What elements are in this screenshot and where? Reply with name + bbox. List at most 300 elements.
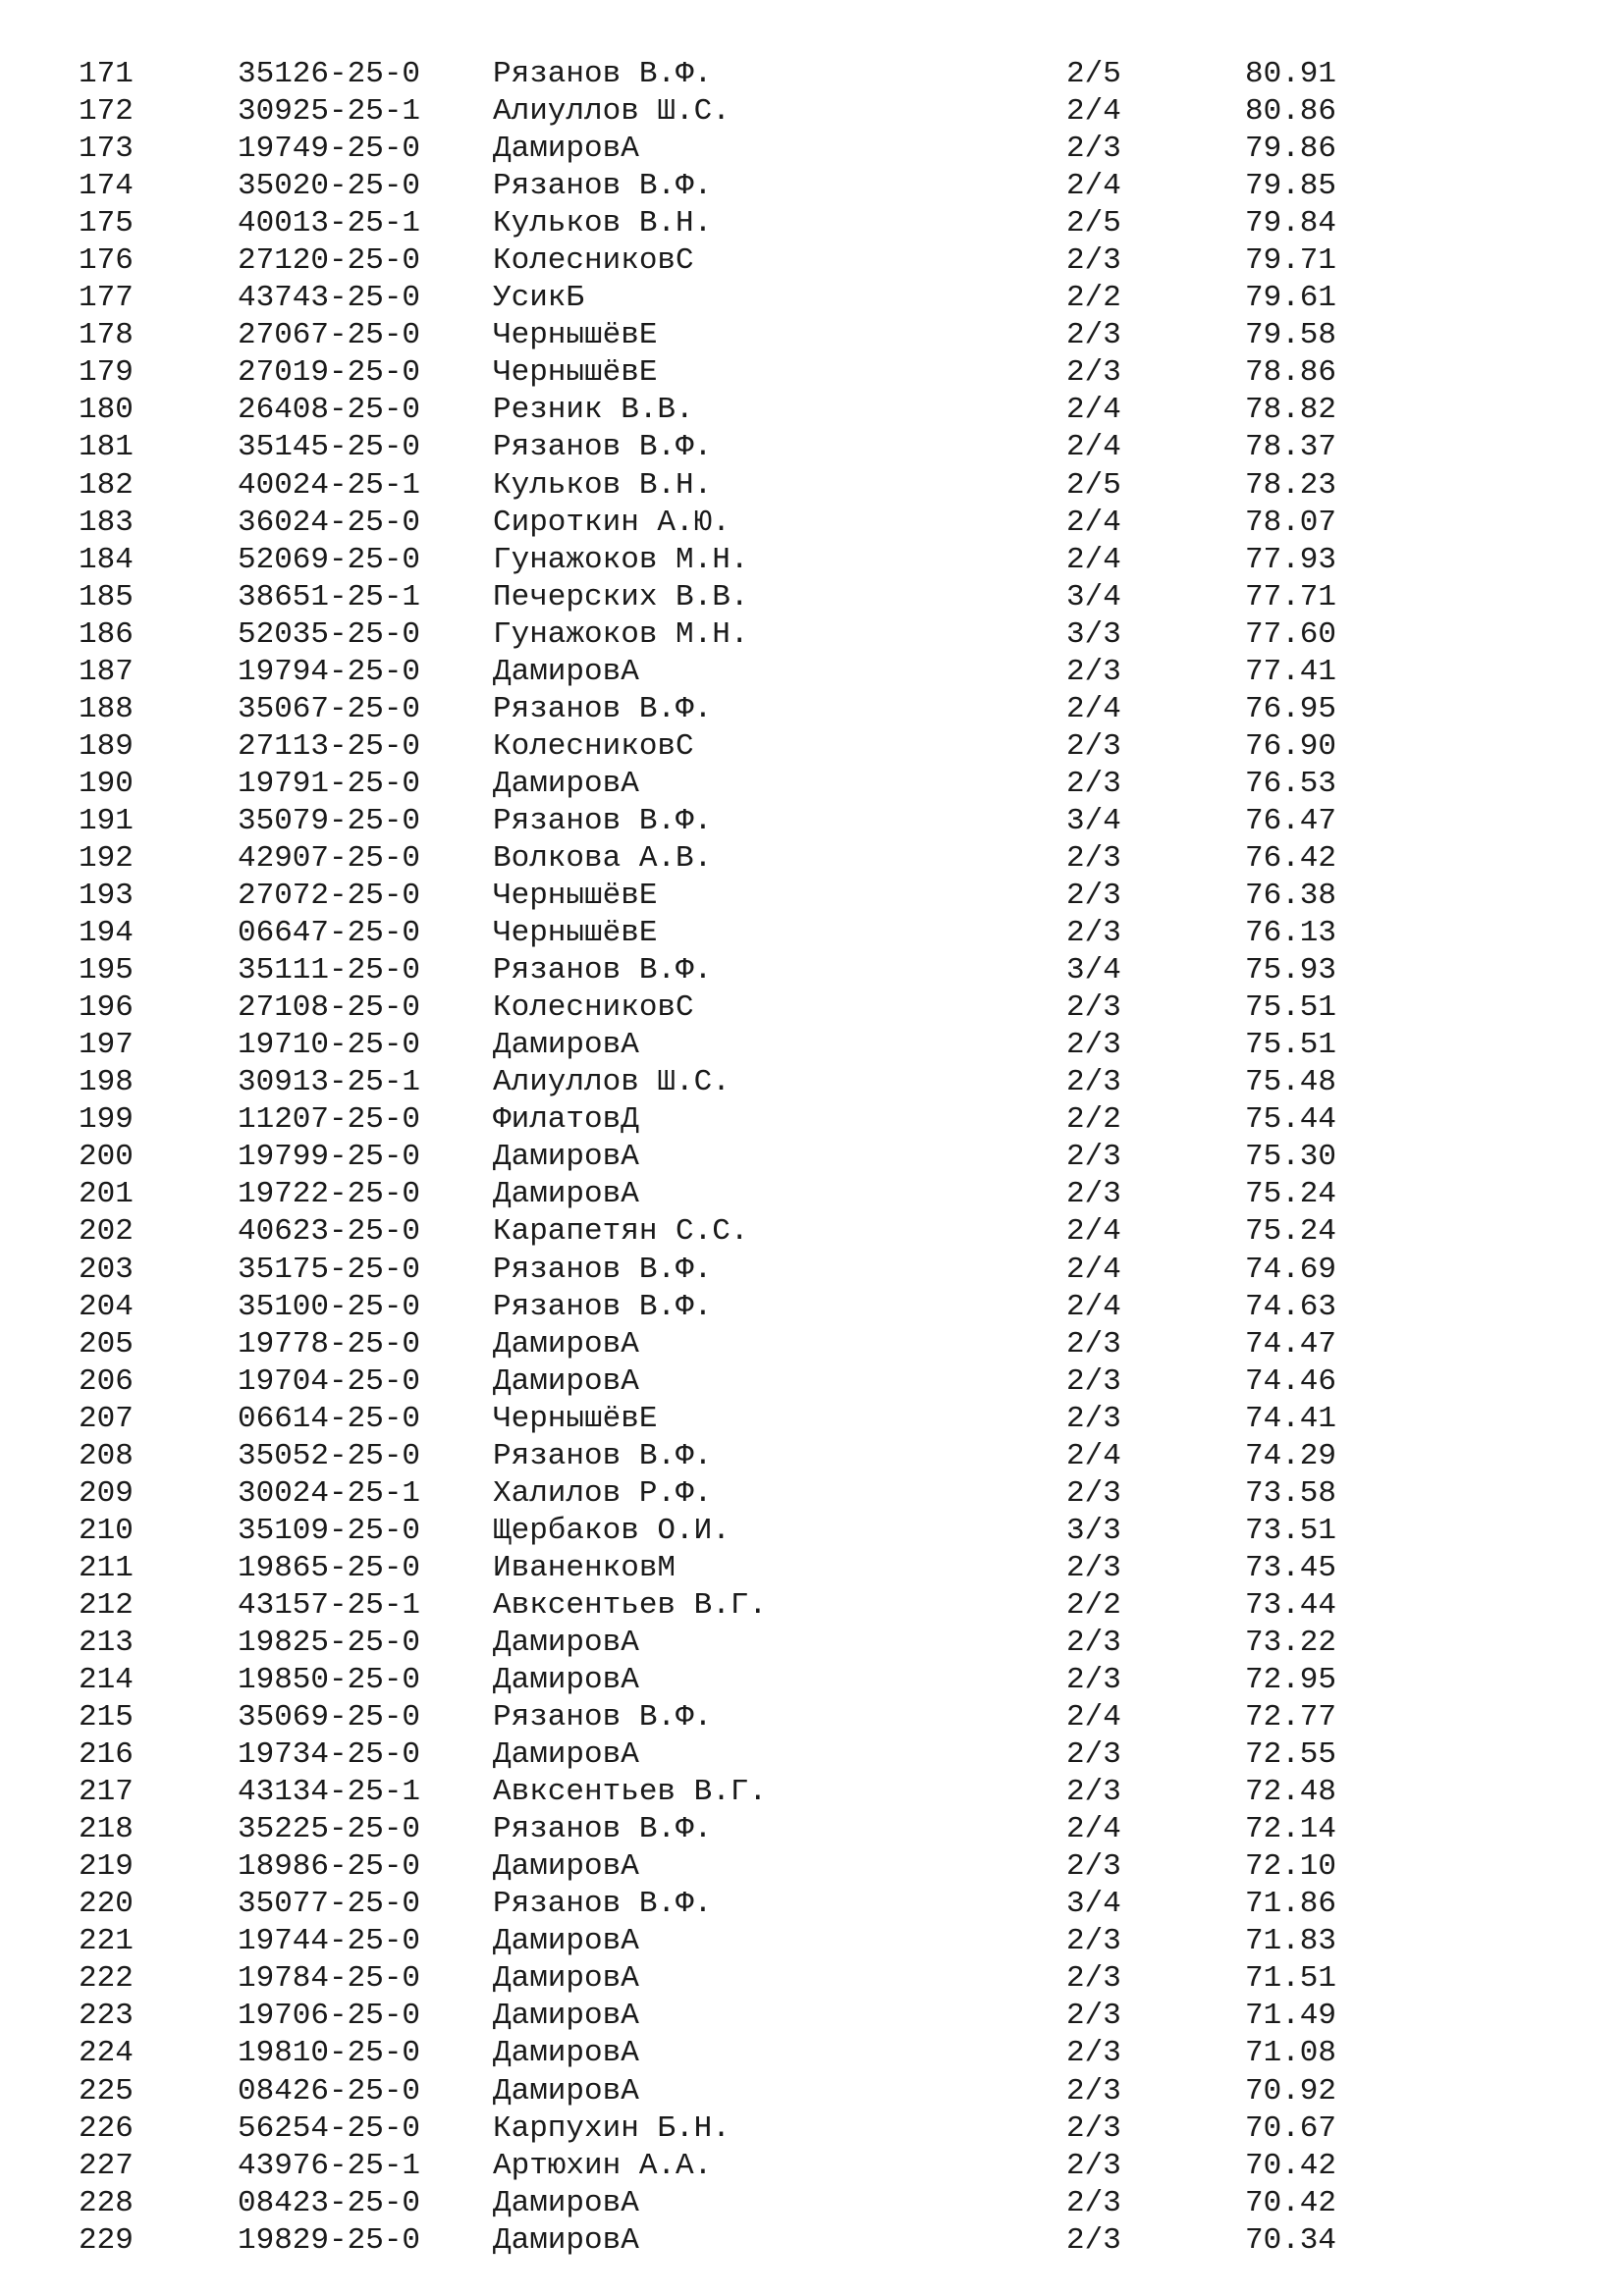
- entry-id-cell: 35175-25-0: [238, 1252, 421, 1287]
- rank-cell: 194: [79, 916, 134, 951]
- list-item: [0, 766, 1624, 803]
- rank-cell: 227: [79, 2148, 134, 2183]
- rank-cell: 229: [79, 2222, 134, 2258]
- score-cell: 75.24: [1245, 1177, 1337, 1212]
- rank-cell: 207: [79, 1401, 134, 1436]
- entry-id-cell: 35079-25-0: [238, 803, 421, 838]
- rank-cell: 176: [79, 243, 134, 279]
- name-cell: ДамировА: [493, 1363, 639, 1399]
- name-cell: ДамировА: [493, 1177, 639, 1212]
- entry-id-cell: 35225-25-0: [238, 1812, 421, 1847]
- score-cell: 71.83: [1245, 1924, 1337, 1959]
- rank-cell: 177: [79, 281, 134, 316]
- ratio-cell: 2/3: [1066, 766, 1121, 801]
- score-cell: 72.10: [1245, 1849, 1337, 1885]
- score-cell: 70.42: [1245, 2185, 1337, 2220]
- name-cell: ДамировА: [493, 2036, 639, 2071]
- name-cell: ФилатовД: [493, 1102, 639, 1138]
- entry-id-cell: 19865-25-0: [238, 1550, 421, 1585]
- list-item: [0, 317, 1624, 354]
- list-item: [0, 2073, 1624, 2110]
- rank-cell: 185: [79, 579, 134, 614]
- ratio-cell: 2/3: [1066, 1363, 1121, 1399]
- entry-id-cell: 40024-25-1: [238, 467, 421, 503]
- ratio-cell: 2/3: [1066, 355, 1121, 391]
- list-item: [0, 1513, 1624, 1550]
- rank-cell: 216: [79, 1737, 134, 1773]
- name-cell: Авксентьев В.Г.: [493, 1587, 768, 1623]
- score-cell: 74.47: [1245, 1326, 1337, 1362]
- name-cell: УсикБ: [493, 281, 585, 316]
- score-cell: 79.86: [1245, 132, 1337, 167]
- rank-cell: 213: [79, 1625, 134, 1660]
- rank-cell: 214: [79, 1663, 134, 1698]
- ratio-cell: 2/3: [1066, 1028, 1121, 1063]
- entry-id-cell: 35052-25-0: [238, 1438, 421, 1473]
- list-item: [0, 1960, 1624, 1998]
- name-cell: Гунажоков М.Н.: [493, 616, 749, 652]
- rank-cell: 178: [79, 318, 134, 353]
- name-cell: Печерских В.В.: [493, 579, 749, 614]
- rank-cell: 208: [79, 1438, 134, 1473]
- ratio-cell: 2/3: [1066, 1177, 1121, 1212]
- rank-cell: 187: [79, 654, 134, 689]
- entry-id-cell: 38651-25-1: [238, 579, 421, 614]
- entry-id-cell: 30024-25-1: [238, 1475, 421, 1511]
- name-cell: ДамировА: [493, 2073, 639, 2109]
- ratio-cell: 2/4: [1066, 169, 1121, 204]
- ratio-cell: 2/3: [1066, 1775, 1121, 1810]
- entry-id-cell: 42907-25-0: [238, 840, 421, 876]
- name-cell: ИваненковМ: [493, 1550, 677, 1585]
- score-cell: 76.90: [1245, 728, 1337, 764]
- list-item: [0, 1289, 1624, 1326]
- name-cell: ДамировА: [493, 1140, 639, 1175]
- score-cell: 77.60: [1245, 616, 1337, 652]
- score-cell: 74.69: [1245, 1252, 1337, 1287]
- entry-id-cell: 19749-25-0: [238, 132, 421, 167]
- entry-id-cell: 27120-25-0: [238, 243, 421, 279]
- name-cell: ДамировА: [493, 1999, 639, 2034]
- entry-id-cell: 19778-25-0: [238, 1326, 421, 1362]
- list-item: [0, 354, 1624, 392]
- rank-cell: 199: [79, 1102, 134, 1138]
- name-cell: Авксентьев В.Г.: [493, 1775, 768, 1810]
- results-list: [0, 56, 1624, 2260]
- ratio-cell: 2/5: [1066, 206, 1121, 241]
- ratio-cell: 2/3: [1066, 2036, 1121, 2071]
- entry-id-cell: 27072-25-0: [238, 879, 421, 914]
- ratio-cell: 2/5: [1066, 467, 1121, 503]
- list-item: [0, 1438, 1624, 1475]
- list-item: [0, 1550, 1624, 1587]
- score-cell: 76.38: [1245, 879, 1337, 914]
- ratio-cell: 3/4: [1066, 803, 1121, 838]
- ratio-cell: 2/3: [1066, 840, 1121, 876]
- entry-id-cell: 08426-25-0: [238, 2073, 421, 2109]
- list-item: [0, 429, 1624, 466]
- score-cell: 70.34: [1245, 2222, 1337, 2258]
- entry-id-cell: 26408-25-0: [238, 393, 421, 428]
- score-cell: 71.49: [1245, 1999, 1337, 2034]
- ratio-cell: 2/3: [1066, 916, 1121, 951]
- rank-cell: 172: [79, 94, 134, 130]
- score-cell: 77.41: [1245, 654, 1337, 689]
- entry-id-cell: 08423-25-0: [238, 2185, 421, 2220]
- name-cell: Рязанов В.Ф.: [493, 691, 713, 726]
- score-cell: 76.42: [1245, 840, 1337, 876]
- entry-id-cell: 06647-25-0: [238, 916, 421, 951]
- ratio-cell: 2/4: [1066, 1289, 1121, 1324]
- list-item: [0, 840, 1624, 878]
- name-cell: Карпухин Б.Н.: [493, 2110, 731, 2146]
- list-item: [0, 878, 1624, 915]
- ratio-cell: 2/3: [1066, 2073, 1121, 2109]
- entry-id-cell: 40623-25-0: [238, 1214, 421, 1250]
- ratio-cell: 2/3: [1066, 1849, 1121, 1885]
- entry-id-cell: 40013-25-1: [238, 206, 421, 241]
- ratio-cell: 2/3: [1066, 879, 1121, 914]
- score-cell: 75.24: [1245, 1214, 1337, 1250]
- ratio-cell: 2/3: [1066, 1737, 1121, 1773]
- name-cell: ЧернышёвЕ: [493, 1401, 658, 1436]
- entry-id-cell: 35077-25-0: [238, 1887, 421, 1922]
- score-cell: 77.71: [1245, 579, 1337, 614]
- score-cell: 70.42: [1245, 2148, 1337, 2183]
- list-item: [0, 1064, 1624, 1101]
- list-item: [0, 2148, 1624, 2185]
- ratio-cell: 2/3: [1066, 132, 1121, 167]
- list-item: [0, 728, 1624, 766]
- name-cell: Рязанов В.Ф.: [493, 1887, 713, 1922]
- list-item: [0, 1736, 1624, 1774]
- score-cell: 79.58: [1245, 318, 1337, 353]
- rank-cell: 215: [79, 1700, 134, 1735]
- rank-cell: 191: [79, 803, 134, 838]
- entry-id-cell: 36024-25-0: [238, 505, 421, 540]
- entry-id-cell: 19784-25-0: [238, 1961, 421, 1997]
- list-item: [0, 579, 1624, 616]
- entry-id-cell: 19734-25-0: [238, 1737, 421, 1773]
- entry-id-cell: 30913-25-1: [238, 1065, 421, 1100]
- ratio-cell: 2/4: [1066, 1812, 1121, 1847]
- score-cell: 78.37: [1245, 430, 1337, 465]
- name-cell: ДамировА: [493, 1663, 639, 1698]
- ratio-cell: 2/3: [1066, 243, 1121, 279]
- name-cell: ЧернышёвЕ: [493, 879, 658, 914]
- entry-id-cell: 43157-25-1: [238, 1587, 421, 1623]
- rank-cell: 218: [79, 1812, 134, 1847]
- entry-id-cell: 27067-25-0: [238, 318, 421, 353]
- score-cell: 79.84: [1245, 206, 1337, 241]
- score-cell: 72.48: [1245, 1775, 1337, 1810]
- entry-id-cell: 35067-25-0: [238, 691, 421, 726]
- list-item: [0, 205, 1624, 242]
- list-item: [0, 654, 1624, 691]
- ratio-cell: 3/4: [1066, 579, 1121, 614]
- entry-id-cell: 19810-25-0: [238, 2036, 421, 2071]
- rank-cell: 211: [79, 1550, 134, 1585]
- score-cell: 72.14: [1245, 1812, 1337, 1847]
- ratio-cell: 2/3: [1066, 654, 1121, 689]
- entry-id-cell: 06614-25-0: [238, 1401, 421, 1436]
- entry-id-cell: 27019-25-0: [238, 355, 421, 391]
- score-cell: 70.67: [1245, 2110, 1337, 2146]
- list-item: [0, 803, 1624, 840]
- name-cell: Артюхин А.А.: [493, 2148, 713, 2183]
- entry-id-cell: 19850-25-0: [238, 1663, 421, 1698]
- rank-cell: 226: [79, 2110, 134, 2146]
- ratio-cell: 2/3: [1066, 1924, 1121, 1959]
- entry-id-cell: 19722-25-0: [238, 1177, 421, 1212]
- rank-cell: 181: [79, 430, 134, 465]
- list-item: [0, 1811, 1624, 1848]
- rank-cell: 228: [79, 2185, 134, 2220]
- score-cell: 71.86: [1245, 1887, 1337, 1922]
- name-cell: ЧернышёвЕ: [493, 318, 658, 353]
- score-cell: 71.51: [1245, 1961, 1337, 1997]
- score-cell: 79.71: [1245, 243, 1337, 279]
- name-cell: Волкова А.В.: [493, 840, 713, 876]
- entry-id-cell: 43743-25-0: [238, 281, 421, 316]
- name-cell: Рязанов В.Ф.: [493, 1812, 713, 1847]
- name-cell: Щербаков О.И.: [493, 1513, 731, 1548]
- score-cell: 72.77: [1245, 1700, 1337, 1735]
- ratio-cell: 2/4: [1066, 393, 1121, 428]
- list-item: [0, 915, 1624, 952]
- rank-cell: 202: [79, 1214, 134, 1250]
- ratio-cell: 2/3: [1066, 2110, 1121, 2146]
- entry-id-cell: 19791-25-0: [238, 766, 421, 801]
- rank-cell: 193: [79, 879, 134, 914]
- score-cell: 73.51: [1245, 1513, 1337, 1548]
- rank-cell: 173: [79, 132, 134, 167]
- rank-cell: 183: [79, 505, 134, 540]
- score-cell: 73.22: [1245, 1625, 1337, 1660]
- ratio-cell: 2/3: [1066, 1961, 1121, 1997]
- score-cell: 75.51: [1245, 1028, 1337, 1063]
- list-item: [0, 1587, 1624, 1625]
- list-item: [0, 131, 1624, 168]
- ratio-cell: 2/4: [1066, 542, 1121, 577]
- list-item: [0, 1848, 1624, 1886]
- ratio-cell: 2/4: [1066, 1252, 1121, 1287]
- score-cell: 73.45: [1245, 1550, 1337, 1585]
- name-cell: Рязанов В.Ф.: [493, 953, 713, 988]
- score-cell: 80.91: [1245, 57, 1337, 91]
- entry-id-cell: 56254-25-0: [238, 2110, 421, 2146]
- entry-id-cell: 35145-25-0: [238, 430, 421, 465]
- list-item: [0, 542, 1624, 579]
- name-cell: ДамировА: [493, 1924, 639, 1959]
- entry-id-cell: 35069-25-0: [238, 1700, 421, 1735]
- entry-id-cell: 43134-25-1: [238, 1775, 421, 1810]
- name-cell: Рязанов В.Ф.: [493, 57, 713, 91]
- list-item: [0, 2222, 1624, 2260]
- score-cell: 70.92: [1245, 2073, 1337, 2109]
- rank-cell: 203: [79, 1252, 134, 1287]
- rank-cell: 225: [79, 2073, 134, 2109]
- ratio-cell: 3/4: [1066, 953, 1121, 988]
- name-cell: ДамировА: [493, 766, 639, 801]
- rank-cell: 219: [79, 1849, 134, 1885]
- ratio-cell: 2/3: [1066, 1401, 1121, 1436]
- name-cell: Алиуллов Ш.С.: [493, 1065, 731, 1100]
- entry-id-cell: 18986-25-0: [238, 1849, 421, 1885]
- score-cell: 79.85: [1245, 169, 1337, 204]
- list-item: [0, 1886, 1624, 1923]
- score-cell: 78.23: [1245, 467, 1337, 503]
- list-item: [0, 56, 1624, 93]
- score-cell: 74.41: [1245, 1401, 1337, 1436]
- score-cell: 80.86: [1245, 94, 1337, 130]
- score-cell: 71.08: [1245, 2036, 1337, 2071]
- rank-cell: 209: [79, 1475, 134, 1511]
- entry-id-cell: 35126-25-0: [238, 57, 421, 91]
- score-cell: 73.44: [1245, 1587, 1337, 1623]
- score-cell: 76.53: [1245, 766, 1337, 801]
- list-item: [0, 1027, 1624, 1064]
- entry-id-cell: 30925-25-1: [238, 94, 421, 130]
- name-cell: ДамировА: [493, 1326, 639, 1362]
- score-cell: 77.93: [1245, 542, 1337, 577]
- score-cell: 75.93: [1245, 953, 1337, 988]
- name-cell: КолесниковС: [493, 243, 694, 279]
- score-cell: 76.47: [1245, 803, 1337, 838]
- name-cell: Рязанов В.Ф.: [493, 1700, 713, 1735]
- ratio-cell: 2/3: [1066, 1065, 1121, 1100]
- name-cell: ДамировА: [493, 1961, 639, 1997]
- score-cell: 72.95: [1245, 1663, 1337, 1698]
- list-item: [0, 280, 1624, 317]
- list-item: [0, 1475, 1624, 1513]
- rank-cell: 200: [79, 1140, 134, 1175]
- ratio-cell: 2/5: [1066, 57, 1121, 91]
- ratio-cell: 2/2: [1066, 1102, 1121, 1138]
- rank-cell: 189: [79, 728, 134, 764]
- score-cell: 74.46: [1245, 1363, 1337, 1399]
- list-item: [0, 242, 1624, 280]
- rank-cell: 221: [79, 1924, 134, 1959]
- name-cell: ДамировА: [493, 2185, 639, 2220]
- score-cell: 75.51: [1245, 990, 1337, 1026]
- name-cell: Рязанов В.Ф.: [493, 1289, 713, 1324]
- score-cell: 72.55: [1245, 1737, 1337, 1773]
- score-cell: 78.82: [1245, 393, 1337, 428]
- list-item: [0, 2110, 1624, 2148]
- rank-cell: 184: [79, 542, 134, 577]
- list-item: [0, 1625, 1624, 1662]
- list-item: [0, 1699, 1624, 1736]
- list-item: [0, 505, 1624, 542]
- name-cell: ДамировА: [493, 2222, 639, 2258]
- rank-cell: 192: [79, 840, 134, 876]
- rank-cell: 197: [79, 1028, 134, 1063]
- list-item: [0, 1101, 1624, 1139]
- ratio-cell: 2/4: [1066, 691, 1121, 726]
- list-item: [0, 989, 1624, 1027]
- name-cell: ДамировА: [493, 1028, 639, 1063]
- score-cell: 75.44: [1245, 1102, 1337, 1138]
- name-cell: Сироткин А.Ю.: [493, 505, 731, 540]
- rank-cell: 175: [79, 206, 134, 241]
- entry-id-cell: 19744-25-0: [238, 1924, 421, 1959]
- rank-cell: 210: [79, 1513, 134, 1548]
- rank-cell: 223: [79, 1999, 134, 2034]
- list-item: [0, 93, 1624, 131]
- rank-cell: 186: [79, 616, 134, 652]
- rank-cell: 188: [79, 691, 134, 726]
- ratio-cell: 2/3: [1066, 1663, 1121, 1698]
- ratio-cell: 2/3: [1066, 1326, 1121, 1362]
- list-item: [0, 1923, 1624, 1960]
- ratio-cell: 2/3: [1066, 990, 1121, 1026]
- rank-cell: 206: [79, 1363, 134, 1399]
- entry-id-cell: 27113-25-0: [238, 728, 421, 764]
- list-item: [0, 2035, 1624, 2072]
- rank-cell: 198: [79, 1065, 134, 1100]
- score-cell: 74.29: [1245, 1438, 1337, 1473]
- name-cell: Рязанов В.Ф.: [493, 1252, 713, 1287]
- rank-cell: 190: [79, 766, 134, 801]
- list-item: [0, 2185, 1624, 2222]
- rank-cell: 174: [79, 169, 134, 204]
- list-item: [0, 1252, 1624, 1289]
- ratio-cell: 2/4: [1066, 1214, 1121, 1250]
- list-item: [0, 1326, 1624, 1363]
- ratio-cell: 2/3: [1066, 1475, 1121, 1511]
- name-cell: Резник В.В.: [493, 393, 694, 428]
- name-cell: Карапетян С.С.: [493, 1214, 749, 1250]
- ratio-cell: 2/3: [1066, 2148, 1121, 2183]
- score-cell: 76.13: [1245, 916, 1337, 951]
- list-item: [0, 1363, 1624, 1401]
- entry-id-cell: 19829-25-0: [238, 2222, 421, 2258]
- score-cell: 78.07: [1245, 505, 1337, 540]
- list-item: [0, 1139, 1624, 1176]
- list-item: [0, 1998, 1624, 2035]
- entry-id-cell: 35100-25-0: [238, 1289, 421, 1324]
- entry-id-cell: 19710-25-0: [238, 1028, 421, 1063]
- entry-id-cell: 43976-25-1: [238, 2148, 421, 2183]
- name-cell: Алиуллов Ш.С.: [493, 94, 731, 130]
- list-item: [0, 691, 1624, 728]
- rank-cell: 182: [79, 467, 134, 503]
- entry-id-cell: 27108-25-0: [238, 990, 421, 1026]
- list-item: [0, 616, 1624, 654]
- entry-id-cell: 19799-25-0: [238, 1140, 421, 1175]
- rank-cell: 220: [79, 1887, 134, 1922]
- name-cell: ДамировА: [493, 1625, 639, 1660]
- rank-cell: 171: [79, 57, 134, 91]
- name-cell: Кульков В.Н.: [493, 206, 713, 241]
- list-item: [0, 467, 1624, 505]
- entry-id-cell: 52035-25-0: [238, 616, 421, 652]
- rank-cell: 204: [79, 1289, 134, 1324]
- score-cell: 75.48: [1245, 1065, 1337, 1100]
- ratio-cell: 2/4: [1066, 505, 1121, 540]
- ratio-cell: 2/3: [1066, 2185, 1121, 2220]
- ratio-cell: 2/4: [1066, 94, 1121, 130]
- name-cell: Рязанов В.Ф.: [493, 169, 713, 204]
- entry-id-cell: 19794-25-0: [238, 654, 421, 689]
- ratio-cell: 2/3: [1066, 1550, 1121, 1585]
- ratio-cell: 2/4: [1066, 1700, 1121, 1735]
- list-item: [0, 1662, 1624, 1699]
- ratio-cell: 2/3: [1066, 1140, 1121, 1175]
- score-cell: 73.58: [1245, 1475, 1337, 1511]
- ratio-cell: 2/3: [1066, 2222, 1121, 2258]
